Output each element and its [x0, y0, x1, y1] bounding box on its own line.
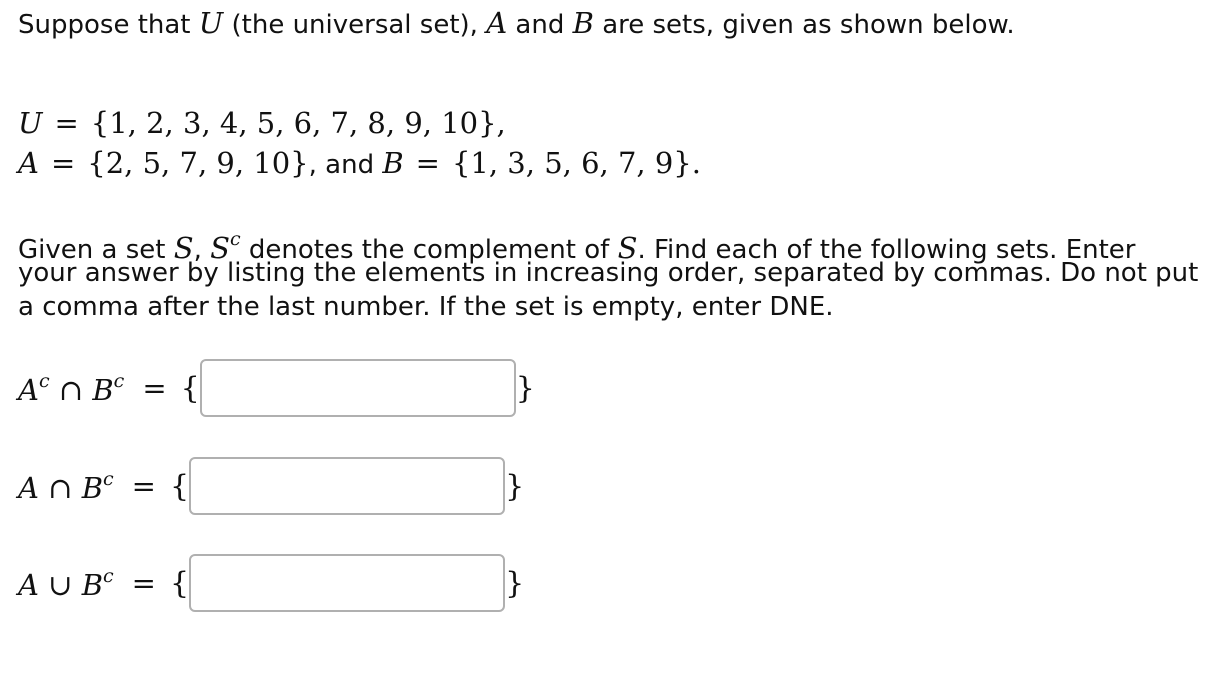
- def-B-equals: =: [415, 146, 440, 180]
- answer-3-input[interactable]: [189, 554, 505, 612]
- question-3-expression: [18, 565, 114, 602]
- definition-A-B: [18, 146, 701, 182]
- var-B: B: [572, 6, 594, 40]
- intro-text: [18, 6, 1015, 42]
- def-and: , and: [308, 150, 383, 180]
- definition-U: [18, 106, 506, 140]
- q2-set-a: A: [18, 470, 39, 505]
- def-A-equals: =: [50, 146, 76, 180]
- q2-close-brace: }: [505, 468, 525, 504]
- intro-prefix: Suppose that: [18, 10, 199, 40]
- intro-mid: (the universal set),: [223, 10, 487, 40]
- def-U-name: U: [18, 106, 43, 140]
- instructions-line-2: your answer by listing the elements in increasing order, separated by commas. Do not put: [18, 258, 1199, 288]
- q2-set-b-sup: c: [103, 467, 114, 490]
- question-3: [18, 553, 524, 613]
- question-2: [18, 456, 524, 516]
- instr-p3: . Find each of the following sets. Enter: [637, 235, 1136, 265]
- var-S-2: S: [617, 231, 638, 265]
- q3-set-b: B: [81, 567, 104, 602]
- intersection-symbol: ∩: [49, 372, 93, 407]
- def-B-set: {1, 3, 5, 6, 7, 9}.: [451, 146, 701, 180]
- var-Sc-sup: c: [229, 228, 241, 250]
- instr-p1: Given a set: [18, 235, 174, 265]
- union-symbol: ∪: [38, 567, 82, 602]
- q2-open-brace: {: [169, 468, 190, 504]
- instr-p2: denotes the complement of: [240, 235, 618, 265]
- var-U: U: [198, 6, 224, 40]
- def-U-equals: =: [54, 106, 79, 140]
- question-1: [18, 358, 535, 418]
- def-A-name: A: [18, 146, 39, 180]
- q3-close-brace: }: [505, 565, 525, 601]
- def-U-set: {1, 2, 3, 4, 5, 6, 7, 8, 9, 10},: [90, 106, 506, 140]
- q3-set-a: A: [18, 567, 39, 602]
- q1-equals: =: [142, 371, 167, 405]
- q2-equals: =: [131, 469, 156, 503]
- answer-2-input[interactable]: [189, 457, 505, 515]
- q1-set-b-sup: c: [113, 369, 125, 392]
- q1-set-a: A: [18, 372, 39, 407]
- q1-set-b: B: [92, 372, 114, 407]
- q1-set-a-sup: c: [38, 369, 50, 392]
- instructions-line-3: a comma after the last number. If the set is empty, enter DNE.: [18, 292, 834, 322]
- instr-comma: ,: [193, 235, 211, 265]
- q1-open-brace: {: [180, 370, 200, 406]
- q2-set-b: B: [81, 470, 104, 505]
- q1-close-brace: }: [515, 370, 535, 406]
- var-A: A: [486, 6, 508, 40]
- q3-equals: =: [131, 566, 156, 600]
- q3-set-b-sup: c: [103, 564, 114, 587]
- answer-1-input[interactable]: [200, 359, 516, 417]
- intro-and: and: [507, 10, 573, 40]
- var-Sc: S: [210, 231, 230, 265]
- intersection-symbol: ∩: [38, 470, 82, 505]
- var-S: S: [173, 231, 194, 265]
- intro-suffix: are sets, given as shown below.: [593, 10, 1015, 40]
- def-B-name: B: [382, 146, 404, 180]
- q3-open-brace: {: [169, 565, 190, 601]
- def-A-set: {2, 5, 7, 9, 10}: [87, 146, 309, 180]
- question-2-expression: [18, 468, 114, 505]
- question-1-expression: [18, 370, 124, 407]
